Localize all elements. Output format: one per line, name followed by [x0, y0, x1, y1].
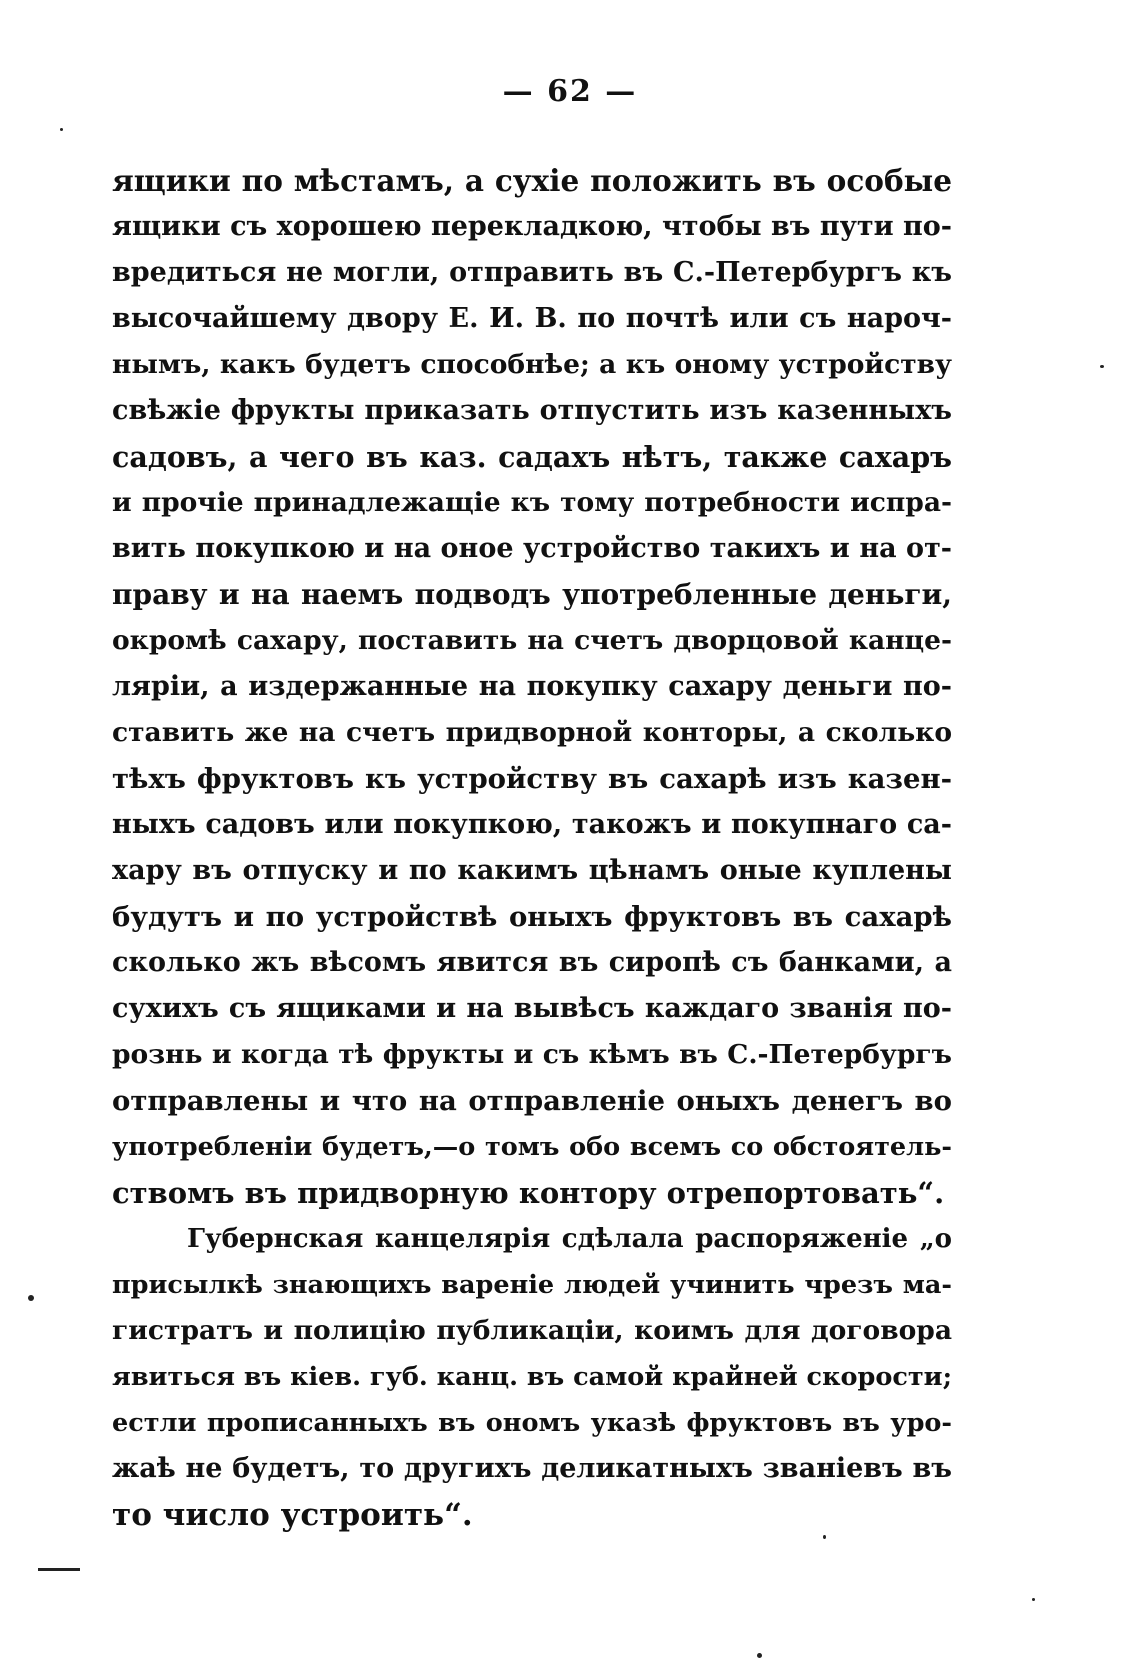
paragraph-2: [112, 1216, 952, 1538]
text-line: и прочіе принадлежащіе къ тому потребности испра-: [112, 487, 952, 518]
text-line: явиться въ кіев. губ. канц. въ самой крайней скорости;: [112, 1362, 952, 1392]
text-line: тѣхъ фруктовъ къ устройству въ сахарѣ изъ казен-: [112, 763, 952, 795]
text-line: ставить же на счетъ придворной конторы, а сколько: [112, 717, 952, 748]
text-line: жаѣ не будетъ, то другихъ деликатныхъ званіевъ въ: [112, 1453, 952, 1484]
text-line: садовъ, а чего въ каз. садахъ нѣтъ, также сахаръ: [112, 440, 952, 474]
text-line: естли прописанныхъ въ ономъ указѣ фруктовъ въ уро-: [112, 1408, 952, 1438]
scan-speck: [28, 1295, 34, 1301]
text-line: свѣжіе фрукты приказать отпустить изъ казенныхъ: [112, 395, 952, 426]
text-line: сколько жъ вѣсомъ явится въ сиропѣ съ банками, а: [112, 947, 952, 978]
scan-speck: [60, 128, 63, 131]
text-line: гистратъ и полицію публикаціи, коимъ для договора: [112, 1315, 952, 1346]
text-line: употребленіи будетъ,—о томъ обо всемъ со обстоятель-: [112, 1132, 952, 1162]
text-line: сухихъ съ ящиками и на вывѣсъ каждаго званія по-: [112, 993, 952, 1024]
text-line: вредиться не могли, отправить въ С.-Петербургъ къ: [112, 257, 952, 288]
text-line: ящики съ хорошею перекладкою, чтобы въ пути по-: [112, 211, 952, 242]
text-line: ныхъ садовъ или покупкою, такожъ и покупнаго са-: [112, 809, 952, 840]
scan-speck: [823, 1535, 826, 1539]
text-line: ствомъ въ придворную контору отрепортовать“.: [112, 1176, 945, 1210]
scan-speck: [1100, 365, 1104, 368]
text-line: присылкѣ знающихъ вареніе людей учинить чрезъ ма-: [112, 1270, 952, 1300]
text-line: нымъ, какъ будетъ способнѣе; а къ оному устройству: [112, 349, 952, 380]
text-line: ящики по мѣстамъ, а сухіе положить въ особые: [112, 163, 952, 198]
text-line: отправлены и что на отправленіе оныхъ денегъ во: [112, 1085, 952, 1117]
body-text: [112, 158, 952, 1538]
text-line: праву и на наемъ подводъ употребленные деньги,: [112, 578, 952, 611]
scan-mark: [38, 1568, 80, 1571]
page-number: — 62 —: [502, 74, 638, 109]
text-line: вить покупкою и на оное устройство такихъ и на от-: [112, 533, 952, 564]
paragraph-1: [112, 158, 952, 1216]
text-line: то число устроить“.: [112, 1497, 473, 1533]
text-line: высочайшему двору Е. И. В. по почтѣ или съ нароч-: [112, 303, 952, 334]
text-line: ляріи, а издержанные на покупку сахару деньги по-: [112, 671, 952, 702]
text-line: Губернская канцелярія сдѣлала распоряженіе „о: [187, 1224, 952, 1254]
text-line: окромѣ сахару, поставить на счетъ дворцовой канце-: [112, 625, 952, 656]
scan-speck: [757, 1653, 762, 1658]
scan-speck: [1032, 1598, 1035, 1601]
text-line: будутъ и по устройствѣ оныхъ фруктовъ въ сахарѣ: [112, 901, 952, 933]
text-line: рознь и когда тѣ фрукты и съ кѣмъ въ С.-Петербургъ: [112, 1039, 952, 1070]
text-line: хару въ отпуску и по какимъ цѣнамъ оные куплены: [112, 855, 952, 886]
